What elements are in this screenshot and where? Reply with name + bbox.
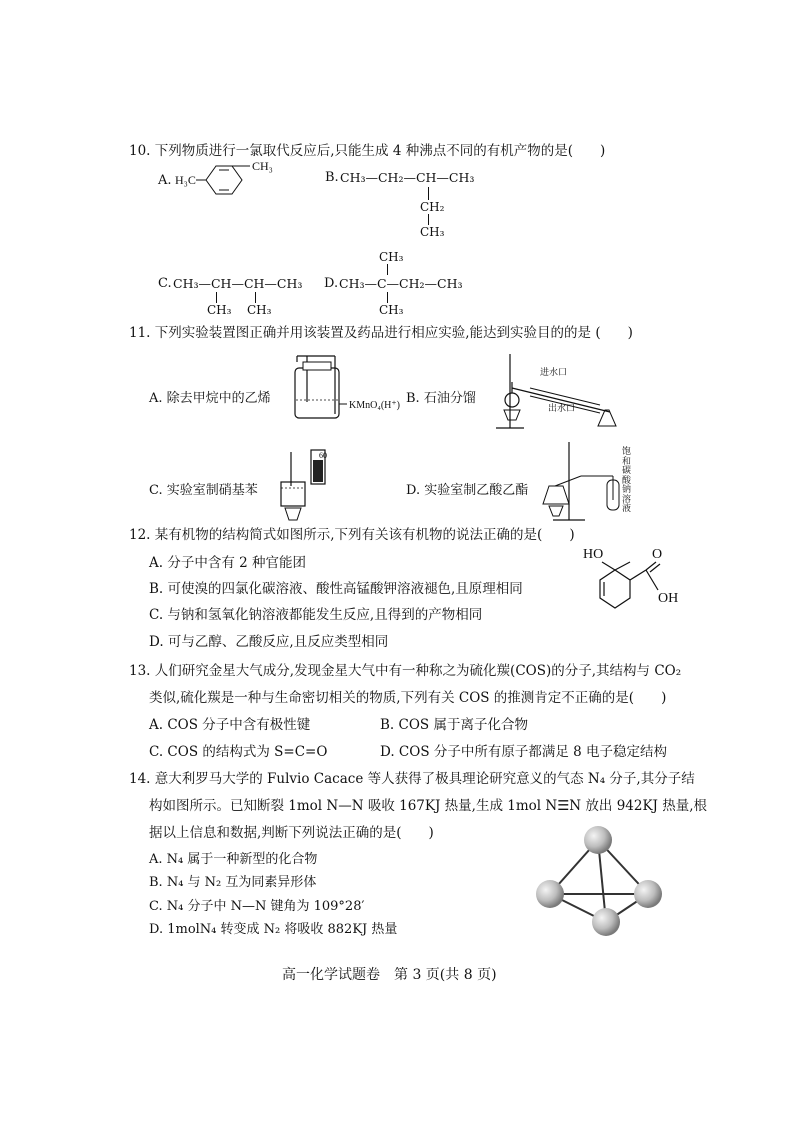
q13-stem-line2: 类似,硫化羰是一种与生命密切相关的物质,下列有关 COS 的推测肯定不正确的是( ) <box>149 690 667 706</box>
q12-stem: 12. 某有机物的结构简式如图所示,下列有关该有机物的说法正确的是( ) <box>129 527 575 543</box>
q11-option-b: B. 石油分馏 <box>406 391 476 406</box>
q12-option-a: A. 分子中含有 2 种官能团 <box>149 555 307 571</box>
q11-option-a: A. 除去甲烷中的乙烯 <box>149 391 271 406</box>
q10-b-bond <box>428 187 429 200</box>
q14-stem-line2: 构如图所示。已知断裂 1mol N—N 吸收 167KJ 热量,生成 1mol N☰N 放出 942KJ 热量,根 <box>149 798 708 814</box>
q12-ho-label: HO <box>583 547 604 562</box>
q11-apparatus-d-ester-prep <box>535 440 625 525</box>
q10-a-right-group: CH₃ <box>252 159 273 173</box>
q13-option-a: A. COS 分子中含有极性键 <box>149 717 311 733</box>
q10-d-bond-bottom <box>387 292 388 303</box>
q14-option-d: D. 1molN₄ 转变成 N₂ 将吸收 882KJ 热量 <box>149 922 398 937</box>
n-atom-top <box>584 826 612 854</box>
q11-c-thermometer-reading: 60 <box>319 451 327 460</box>
q13-option-b: B. COS 属于离子化合物 <box>380 717 528 733</box>
q13-stem-line1: 13. 人们研究金星大气成分,发现金星大气中有一种称之为硫化羰(COS)的分子,其结构与 CO₂ <box>129 663 682 679</box>
q12-molecule-structure <box>580 540 690 620</box>
q11-apparatus-c-water-bath <box>277 446 347 526</box>
page-footer: 高一化学试题卷 第 3 页(共 8 页) <box>282 967 497 983</box>
q10-b-branch-2: CH₃ <box>420 225 445 239</box>
q10-b-main-chain: CH₃—CH₂—CH—CH₃ <box>340 170 475 185</box>
n-atom-bottom <box>592 908 620 936</box>
q10-option-a-label: A. <box>158 173 172 188</box>
q12-option-d: D. 可与乙醇、乙酸反应,且反应类型相同 <box>149 634 389 650</box>
q10-b-bond-2 <box>428 214 429 225</box>
q11-stem: 11. 下列实验装置图正确并用该装置及药品进行相应实验,能达到实验目的的是 ( ) <box>129 325 633 341</box>
q14-option-c: C. N₄ 分子中 N—N 键角为 109°28′ <box>149 899 365 914</box>
q12-oh-label: OH <box>658 591 679 606</box>
q10-d-bond-top <box>387 264 388 275</box>
q11-b-water-in: 进水口 <box>540 367 568 377</box>
q10-option-d-label: D. <box>324 276 339 291</box>
n-atom-left <box>536 880 564 908</box>
q12-o-label: O <box>652 547 663 562</box>
q10-option-a-structure <box>170 158 290 198</box>
q11-option-d: D. 实验室制乙酸乙酯 <box>406 483 529 498</box>
q11-apparatus-b-distillation <box>490 352 630 432</box>
q11-d-solution-label: 饱 和 碳 酸 钠 溶 液 <box>622 447 632 514</box>
q10-stem: 10. 下列物质进行一氯取代反应后,只能生成 4 种沸点不同的有机产物的是( ) <box>129 143 606 159</box>
q14-option-b: B. N₄ 与 N₂ 互为同素异形体 <box>149 875 317 890</box>
q11-option-c: C. 实验室制硝基苯 <box>149 483 258 498</box>
q10-d-main-chain: CH₃—C—CH₂—CH₃ <box>339 276 463 291</box>
n-atom-right <box>634 880 662 908</box>
q14-n4-tetrahedron <box>530 822 670 942</box>
q10-a-left-group: H₃C <box>175 173 196 187</box>
q10-c-bond-1 <box>216 292 217 303</box>
q11-a-reagent: KMnO₄(H⁺) <box>349 400 400 411</box>
q10-c-main-chain: CH₃—CH—CH—CH₃ <box>173 276 303 291</box>
q10-c-branch-2: CH₃ <box>247 303 272 317</box>
q14-option-a: A. N₄ 属于一种新型的化合物 <box>149 852 318 867</box>
q10-d-top-branch: CH₃ <box>379 250 404 264</box>
q14-stem-line3: 据以上信息和数据,判断下列说法正确的是( ) <box>149 825 434 841</box>
q10-c-branch-1: CH₃ <box>207 303 232 317</box>
q10-c-bond-2 <box>255 292 256 303</box>
q12-option-c: C. 与钠和氢氧化钠溶液都能发生反应,且得到的产物相同 <box>149 607 483 623</box>
q12-option-b: B. 可使溴的四氯化碳溶液、酸性高锰酸钾溶液褪色,且原理相同 <box>149 581 523 597</box>
q13-option-d: D. COS 分子中所有原子都满足 8 电子稳定结构 <box>380 744 668 760</box>
q10-option-b-label: B. <box>325 170 339 185</box>
q14-stem-line1: 14. 意大利罗马大学的 Fulvio Cacace 等人获得了极具理论研究意义的气态 N₄ 分子,其分子结 <box>129 771 695 787</box>
q11-b-water-out: 出水口 <box>548 403 576 413</box>
q10-b-branch-1: CH₂ <box>420 200 445 214</box>
q10-d-bottom-branch: CH₃ <box>379 303 404 317</box>
q13-option-c: C. COS 的结构式为 S=C=O <box>149 744 328 760</box>
q11-apparatus-a-gas-washing-bottle <box>285 352 400 422</box>
q10-option-c-label: C. <box>158 276 172 291</box>
